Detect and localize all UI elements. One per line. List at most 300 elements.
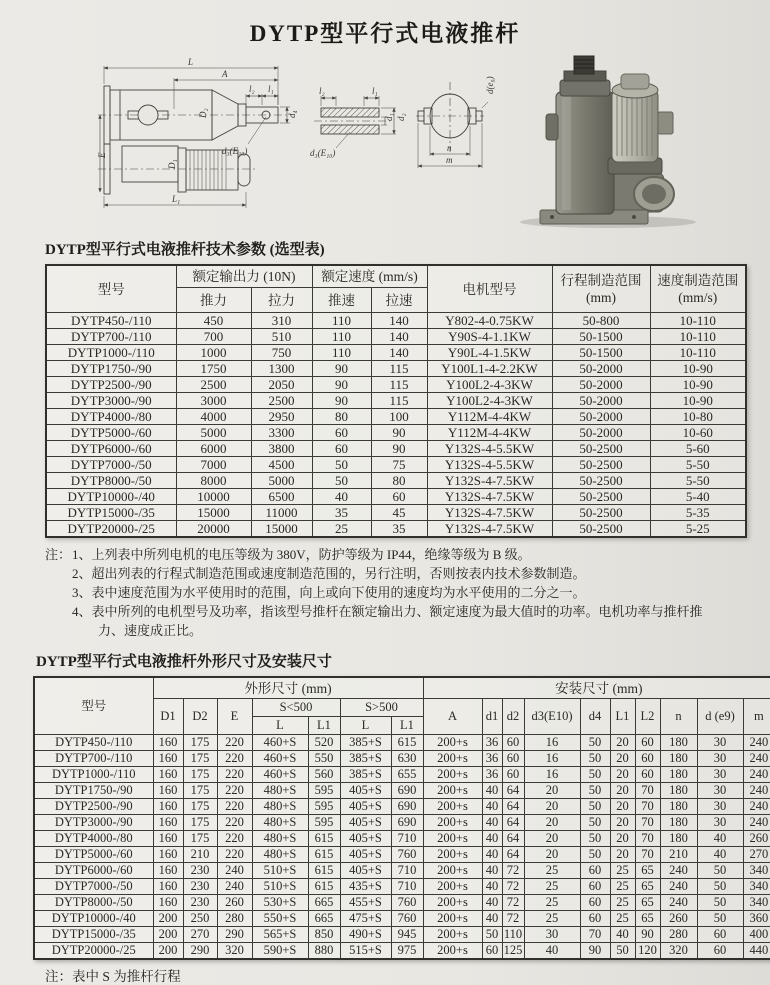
value-cell: 36	[482, 735, 502, 751]
model-cell: DYTP2500-/90	[34, 799, 153, 815]
value-cell: 160	[153, 863, 183, 879]
value-cell: 200	[153, 927, 183, 943]
actuator-body	[546, 71, 614, 214]
value-cell: 30	[697, 767, 743, 783]
value-cell: 710	[391, 863, 423, 879]
table-row	[46, 425, 746, 441]
value-cell: 240	[743, 767, 770, 783]
value-cell: 975	[391, 943, 423, 960]
model-cell: DYTP7000-/50	[34, 879, 153, 895]
value-cell: 10-110	[650, 313, 746, 329]
col-push-force: 推力	[176, 288, 251, 313]
value-cell: 460+S	[252, 751, 308, 767]
table-row	[34, 799, 770, 815]
value-cell: 40	[524, 943, 580, 960]
value-cell: 60	[482, 943, 502, 960]
dim-label-s-l2: l₂	[319, 86, 325, 96]
value-cell: 90	[312, 377, 371, 393]
value-cell: 70	[635, 815, 660, 831]
col2-L2: L2	[635, 699, 660, 735]
dim-label-s-d3: d₃(E₁₀)	[310, 148, 336, 158]
dim-label-d4: d₄	[287, 110, 297, 118]
model-cell: DYTP2500-/90	[46, 377, 176, 393]
value-cell: 240	[743, 783, 770, 799]
value-cell: 72	[502, 911, 524, 927]
value-cell: 90	[580, 943, 610, 960]
col2-A: A	[423, 699, 482, 735]
value-cell: 10-90	[650, 361, 746, 377]
value-cell: 200+s	[423, 879, 482, 895]
value-cell: 70	[635, 783, 660, 799]
value-cell: 480+S	[252, 799, 308, 815]
value-cell: Y132S-4-7.5KW	[427, 489, 552, 505]
value-cell: 175	[183, 815, 217, 831]
table-row	[46, 409, 746, 425]
model-cell: DYTP6000-/60	[34, 863, 153, 879]
value-cell: 550+S	[252, 911, 308, 927]
model-cell: DYTP8000-/50	[46, 473, 176, 489]
dim-label-E: E	[97, 152, 107, 158]
value-cell: 50	[580, 815, 610, 831]
value-cell: 7000	[176, 457, 251, 473]
value-cell: 20	[524, 815, 580, 831]
value-cell: 20000	[176, 521, 251, 538]
value-cell: 100	[371, 409, 427, 425]
value-cell: 72	[502, 895, 524, 911]
value-cell: 50	[697, 911, 743, 927]
value-cell: 510+S	[252, 863, 308, 879]
value-cell: 90	[312, 393, 371, 409]
col-rated-speed: 额定速度 (mm/s)	[312, 265, 427, 288]
value-cell: 160	[153, 751, 183, 767]
value-cell: 280	[217, 911, 252, 927]
value-cell: 50-2500	[552, 489, 650, 505]
spec-table-heading: DYTP型平行式电液推杆技术参数 (选型表)	[45, 242, 325, 258]
value-cell: 40	[482, 879, 502, 895]
value-cell: 160	[153, 799, 183, 815]
value-cell: 220	[217, 767, 252, 783]
value-cell: 520	[308, 735, 340, 751]
value-cell: 180	[660, 831, 697, 847]
col2-E: E	[217, 699, 252, 735]
value-cell: 60	[697, 943, 743, 960]
dim-label-L: L	[188, 57, 194, 67]
dim-label-n: n	[447, 143, 452, 153]
value-cell: 385+S	[340, 767, 391, 783]
model-cell: DYTP3000-/90	[46, 393, 176, 409]
value-cell: 50-2000	[552, 361, 650, 377]
value-cell: 200+s	[423, 927, 482, 943]
value-cell: Y132S-4-5.5KW	[427, 457, 552, 473]
dim-label-s-l1: l₁	[372, 86, 378, 96]
value-cell: 230	[183, 879, 217, 895]
value-cell: 50	[697, 863, 743, 879]
value-cell: 180	[660, 799, 697, 815]
value-cell: 455+S	[340, 895, 391, 911]
value-cell: 690	[391, 783, 423, 799]
table-row	[46, 505, 746, 521]
value-cell: 30	[697, 735, 743, 751]
value-cell: 60	[502, 751, 524, 767]
value-cell: 110	[312, 345, 371, 361]
value-cell: 25	[610, 879, 635, 895]
value-cell: 25	[524, 895, 580, 911]
value-cell: 710	[391, 879, 423, 895]
dimension-table-heading: DYTP型平行式电液推杆外形尺寸及安装尺寸	[36, 654, 332, 670]
value-cell: 40	[482, 783, 502, 799]
page-title: DYTP型平行式电液推杆	[249, 21, 521, 46]
value-cell: 240	[217, 879, 252, 895]
dim-label-d3: d₃(E₁₀)	[222, 146, 248, 156]
model-cell: DYTP15000-/35	[46, 505, 176, 521]
value-cell: 630	[391, 751, 423, 767]
value-cell: Y100L2-4-3KW	[427, 393, 552, 409]
value-cell: 475+S	[340, 911, 391, 927]
value-cell: 480+S	[252, 815, 308, 831]
value-cell: 945	[391, 927, 423, 943]
dim-label-l2: l₂	[249, 84, 255, 94]
notes-list	[72, 545, 717, 640]
value-cell: 50	[580, 735, 610, 751]
col-stroke-range: 行程制造范围 (mm)	[552, 265, 650, 313]
value-cell: 1750	[176, 361, 251, 377]
value-cell: 64	[502, 831, 524, 847]
value-cell: 440	[743, 943, 770, 960]
value-cell: 220	[217, 847, 252, 863]
value-cell: 200+s	[423, 751, 482, 767]
col2-d1: d1	[482, 699, 502, 735]
value-cell: Y132S-4-7.5KW	[427, 505, 552, 521]
value-cell: 530+S	[252, 895, 308, 911]
value-cell: 250	[183, 911, 217, 927]
value-cell: 50	[312, 473, 371, 489]
value-cell: 5-25	[650, 521, 746, 538]
value-cell: 200+s	[423, 799, 482, 815]
value-cell: Y132S-4-7.5KW	[427, 521, 552, 538]
value-cell: 36	[482, 767, 502, 783]
value-cell: 460+S	[252, 735, 308, 751]
notes-block	[45, 545, 717, 640]
value-cell: 50	[580, 847, 610, 863]
value-cell: 550	[308, 751, 340, 767]
value-cell: 40	[482, 831, 502, 847]
spec-table-body	[46, 313, 746, 538]
value-cell: 40	[482, 863, 502, 879]
value-cell: 5-50	[650, 457, 746, 473]
value-cell: 20	[610, 831, 635, 847]
value-cell: 850	[308, 927, 340, 943]
value-cell: 115	[371, 361, 427, 377]
value-cell: 11000	[251, 505, 312, 521]
value-cell: 50-2000	[552, 393, 650, 409]
dim-label-A: A	[222, 69, 228, 79]
table-row	[34, 783, 770, 799]
value-cell: 880	[308, 943, 340, 960]
value-cell: 760	[391, 847, 423, 863]
value-cell: 25	[524, 879, 580, 895]
value-cell: 240	[660, 895, 697, 911]
value-cell: 665	[308, 911, 340, 927]
value-cell: 240	[743, 735, 770, 751]
value-cell: 50	[312, 457, 371, 473]
value-cell: 3000	[176, 393, 251, 409]
dim-label-D2: D₂	[198, 108, 208, 118]
col2-d4: d4	[580, 699, 610, 735]
motor	[608, 74, 673, 174]
table-row	[34, 943, 770, 960]
value-cell: 5000	[251, 473, 312, 489]
value-cell: 140	[371, 313, 427, 329]
value-cell: 3800	[251, 441, 312, 457]
value-cell: 60	[635, 735, 660, 751]
value-cell: 20	[610, 783, 635, 799]
model-cell: DYTP1000-/110	[34, 767, 153, 783]
value-cell: 160	[153, 847, 183, 863]
value-cell: 50-2500	[552, 441, 650, 457]
section-view	[314, 96, 396, 148]
col2-d-e9: d (e9)	[697, 699, 743, 735]
value-cell: 20	[610, 847, 635, 863]
value-cell: 240	[217, 863, 252, 879]
bottom-note: 注：表中 S 为推杆行程	[45, 969, 181, 984]
value-cell: 180	[660, 783, 697, 799]
table-row	[34, 831, 770, 847]
value-cell: 80	[371, 473, 427, 489]
value-cell: 40	[482, 847, 502, 863]
value-cell: 175	[183, 831, 217, 847]
value-cell: 15000	[176, 505, 251, 521]
col-rated-output: 额定输出力 (10N)	[176, 265, 312, 288]
value-cell: 760	[391, 911, 423, 927]
value-cell: 160	[153, 735, 183, 751]
value-cell: 180	[660, 751, 697, 767]
value-cell: 20	[610, 767, 635, 783]
value-cell: 40	[482, 911, 502, 927]
note-line: 4、表中所列的电机型号及功率，指该型号推杆在额定输出力、额定速度为最大值时的功率。电机功率与推杆推力、速度成正比。	[72, 604, 703, 638]
value-cell: 220	[217, 831, 252, 847]
value-cell: 10000	[176, 489, 251, 505]
value-cell: 35	[312, 505, 371, 521]
value-cell: 65	[635, 911, 660, 927]
value-cell: 240	[743, 751, 770, 767]
value-cell: 50-2000	[552, 425, 650, 441]
value-cell: 60	[502, 735, 524, 751]
value-cell: 175	[183, 799, 217, 815]
group-install-dims: 安装尺寸 (mm)	[423, 677, 770, 699]
col-pull-force: 拉力	[251, 288, 312, 313]
value-cell: 160	[153, 895, 183, 911]
note-line: 1、上列表中所列电机的电压等级为 380V，防护等级为 IP44，绝缘等级为 B 级。	[72, 547, 531, 562]
value-cell: 200+s	[423, 767, 482, 783]
value-cell: 270	[183, 927, 217, 943]
value-cell: 64	[502, 783, 524, 799]
col2-L1-lt: L1	[308, 717, 340, 735]
value-cell: 290	[217, 927, 252, 943]
value-cell: 240	[660, 879, 697, 895]
value-cell: 50-2000	[552, 409, 650, 425]
value-cell: 25	[524, 863, 580, 879]
value-cell: 60	[635, 767, 660, 783]
value-cell: 180	[660, 735, 697, 751]
value-cell: 2950	[251, 409, 312, 425]
model-cell: DYTP10000-/40	[34, 911, 153, 927]
dim-label-l1: l₁	[268, 84, 274, 94]
value-cell: 6000	[176, 441, 251, 457]
value-cell: 50-2500	[552, 505, 650, 521]
value-cell: 50	[580, 831, 610, 847]
value-cell: 200+s	[423, 815, 482, 831]
value-cell: 750	[251, 345, 312, 361]
value-cell: 615	[308, 831, 340, 847]
model-cell: DYTP15000-/35	[34, 927, 153, 943]
value-cell: 360	[743, 911, 770, 927]
value-cell: 50-2500	[552, 457, 650, 473]
value-cell: 50-1500	[552, 329, 650, 345]
model-cell: DYTP20000-/25	[34, 943, 153, 960]
group-outline-dims: 外形尺寸 (mm)	[153, 677, 423, 699]
value-cell: 230	[183, 863, 217, 879]
value-cell: 405+S	[340, 783, 391, 799]
model-cell: DYTP4000-/80	[34, 831, 153, 847]
value-cell: 40	[697, 847, 743, 863]
value-cell: 5-40	[650, 489, 746, 505]
value-cell: 20	[524, 847, 580, 863]
value-cell: 60	[580, 863, 610, 879]
dim-label-m: m	[446, 155, 453, 165]
model-cell: DYTP5000-/60	[34, 847, 153, 863]
value-cell: 175	[183, 735, 217, 751]
table-row	[34, 735, 770, 751]
value-cell: 340	[743, 895, 770, 911]
spec-table-header	[46, 265, 746, 313]
value-cell: 50-2500	[552, 473, 650, 489]
col-motor: 电机型号	[427, 265, 552, 313]
note-line: 3、表中速度范围为水平使用时的范围，向上或向下使用的速度均为水平使用的二分之一。	[72, 585, 586, 600]
value-cell: 70	[635, 799, 660, 815]
value-cell: 220	[217, 799, 252, 815]
col-model: 型号	[46, 265, 176, 313]
value-cell: 405+S	[340, 863, 391, 879]
value-cell: 40	[482, 815, 502, 831]
value-cell: 200+s	[423, 847, 482, 863]
value-cell: 10-80	[650, 409, 746, 425]
value-cell: Y90S-4-1.1KW	[427, 329, 552, 345]
value-cell: 50	[697, 895, 743, 911]
col2-L-lt: L	[252, 717, 308, 735]
value-cell: 3300	[251, 425, 312, 441]
value-cell: 175	[183, 783, 217, 799]
value-cell: 90	[371, 425, 427, 441]
dim-label-d-e9: d(e₉)	[485, 76, 495, 94]
value-cell: Y802-4-0.75KW	[427, 313, 552, 329]
value-cell: 5-50	[650, 473, 746, 489]
value-cell: 6500	[251, 489, 312, 505]
col2-s-gt-500: S>500	[340, 699, 423, 717]
model-cell: DYTP1750-/90	[34, 783, 153, 799]
value-cell: 5000	[176, 425, 251, 441]
value-cell: 60	[371, 489, 427, 505]
value-cell: 65	[635, 879, 660, 895]
dim-label-s-d2: d₂	[396, 113, 406, 121]
value-cell: 50-2000	[552, 377, 650, 393]
value-cell: 175	[183, 767, 217, 783]
spec-table	[45, 264, 747, 538]
col-push-speed: 推速	[312, 288, 371, 313]
value-cell: 60	[580, 911, 610, 927]
value-cell: 70	[635, 847, 660, 863]
value-cell: 45	[371, 505, 427, 521]
value-cell: 1000	[176, 345, 251, 361]
model-cell: DYTP4000-/80	[46, 409, 176, 425]
model-cell: DYTP3000-/90	[34, 815, 153, 831]
value-cell: 90	[635, 927, 660, 943]
value-cell: 220	[217, 815, 252, 831]
model-cell: DYTP8000-/50	[34, 895, 153, 911]
dimension-table-body	[34, 735, 770, 960]
col2-D2: D2	[183, 699, 217, 735]
value-cell: Y100L1-4-2.2KW	[427, 361, 552, 377]
value-cell: 20	[524, 783, 580, 799]
value-cell: 40	[482, 895, 502, 911]
value-cell: 480+S	[252, 831, 308, 847]
value-cell: 60	[312, 425, 371, 441]
value-cell: 50-2500	[552, 521, 650, 538]
value-cell: 615	[391, 735, 423, 751]
value-cell: 340	[743, 879, 770, 895]
value-cell: 20	[610, 799, 635, 815]
value-cell: 405+S	[340, 815, 391, 831]
value-cell: 595	[308, 815, 340, 831]
value-cell: 40	[610, 927, 635, 943]
value-cell: 480+S	[252, 847, 308, 863]
table-row	[46, 377, 746, 393]
value-cell: 10-110	[650, 329, 746, 345]
model-cell: DYTP1750-/90	[46, 361, 176, 377]
value-cell: 16	[524, 735, 580, 751]
dimension-table-header	[34, 677, 770, 735]
col2-D1: D1	[153, 699, 183, 735]
col2-L1-gt: L1	[391, 717, 423, 735]
value-cell: 2050	[251, 377, 312, 393]
value-cell: 1300	[251, 361, 312, 377]
table-row	[46, 489, 746, 505]
value-cell: 615	[308, 847, 340, 863]
main-view	[98, 66, 292, 208]
value-cell: 50	[697, 879, 743, 895]
value-cell: 25	[610, 911, 635, 927]
value-cell: 210	[183, 847, 217, 863]
value-cell: 20	[524, 831, 580, 847]
model-cell: DYTP20000-/25	[46, 521, 176, 538]
table-row	[34, 863, 770, 879]
value-cell: 25	[610, 895, 635, 911]
value-cell: 40	[482, 799, 502, 815]
value-cell: 405+S	[340, 847, 391, 863]
table-row	[46, 345, 746, 361]
value-cell: 115	[371, 377, 427, 393]
value-cell: 60	[635, 751, 660, 767]
table-row	[46, 473, 746, 489]
table-row	[46, 457, 746, 473]
table-row	[34, 911, 770, 927]
value-cell: 200+s	[423, 831, 482, 847]
value-cell: 5-35	[650, 505, 746, 521]
value-cell: 90	[371, 441, 427, 457]
value-cell: 64	[502, 815, 524, 831]
model-cell: DYTP450-/110	[34, 735, 153, 751]
value-cell: 50	[610, 943, 635, 960]
value-cell: 65	[635, 863, 660, 879]
